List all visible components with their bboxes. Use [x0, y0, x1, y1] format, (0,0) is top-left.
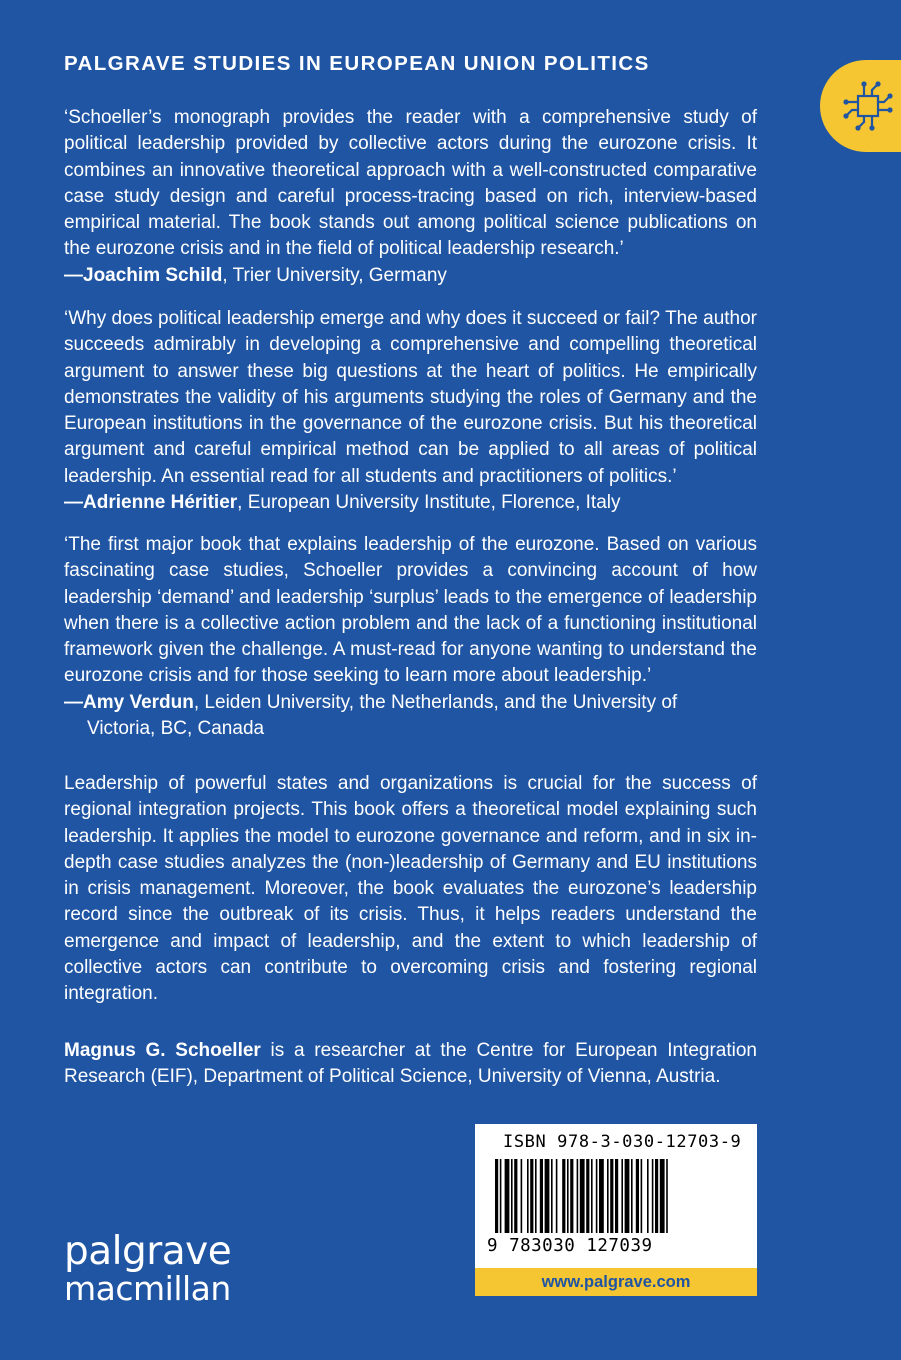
endorser-name: —Amy Verdun	[64, 691, 194, 713]
endorsement-1	[64, 105, 757, 289]
endorser-name: —Joachim Schild	[64, 264, 223, 286]
endorsement-text: ‘Why does political leadership emerge and why does it succeed or fail? The author succeeds admirably in developing a comprehensive and compelling theoretical argument to answer these big questions at the heart of politics. He empirically demonstrates the validity of his arguments studying the roles of Germany and the European institutions in the governance of the eurozone crisis. But his theoretical argument and careful empirical method can be applied to all areas of political leadership. An essential read for all students and practitioners of politics.’	[64, 308, 757, 487]
barcode-icon	[495, 1159, 737, 1239]
author-bio	[64, 1038, 757, 1091]
endorser-name: —Adrienne Héritier	[64, 492, 238, 514]
author-bio-body: is a researcher at the Centre for European Integration Research (EIF), Department of Political Science, University of Vienna, Austria.	[64, 1040, 757, 1088]
endorsement-3	[64, 532, 757, 742]
endorsement-attribution	[64, 490, 757, 516]
author-name: Magnus G. Schoeller	[64, 1040, 261, 1061]
endorsement-text: ‘Schoeller’s monograph provides the reader with a comprehensive study of political leadership provided by collective actors during the eurozone crisis. It combines an innovative theoretical approach with a well-constructed comparative case study design and careful process-tracing based on rich, interview-based empirical material. The book stands out among political science publications on the eurozone crisis and in the field of political leadership research.’	[64, 107, 757, 260]
endorsement-text: ‘The first major book that explains leadership of the eurozone. Based on various fascinating case studies, Schoeller provides a convincing account of how leadership ‘demand’ and leadership ‘surplus’ leads to the emergence of leadership when there is a collective action problem and the lack of a functioning institutional framework given the challenge. A must-read for anyone wanting to understand the eurozone crisis and for those seeking to learn more about leadership.’	[64, 534, 757, 687]
endorsement-attribution	[64, 263, 757, 289]
author-bio-text	[64, 1038, 757, 1091]
endorser-affiliation: , Leiden University, the Netherlands, and the University of	[193, 691, 678, 713]
series-title: PALGRAVE STUDIES IN EUROPEAN UNION POLITICS	[64, 52, 650, 75]
publisher-logo	[64, 1229, 232, 1308]
publisher-logo-line2: macmillan	[64, 1269, 231, 1308]
endorser-affiliation: , European University Institute, Florence, Italy	[237, 492, 621, 514]
description-text: Leadership of powerful states and organizations is crucial for the success of regional integration projects. This book offers a theoretical model explaining such leadership. It applies the model to eurozone governance and reform, and in six in-depth case studies analyzes the (non-)leadership of Germany and EU institutions in crisis management. Moreover, the book evaluates the eurozone’s leadership record since the outbreak of its crisis. Thus, it helps readers understand the emergence and impact of leadership, and the extent to which leadership of collective actors can contribute to overcoming crisis and fostering regional integration.	[64, 773, 757, 1005]
barcode-digits: 9 783030 127039	[487, 1236, 653, 1256]
series-badge	[820, 60, 901, 152]
publisher-logo-line1: palgrave	[64, 1229, 232, 1274]
endorser-affiliation: , Trier University, Germany	[222, 264, 447, 286]
endorsement-2	[64, 306, 757, 516]
isbn-label: ISBN 978-3-030-12703-9	[503, 1132, 742, 1152]
endorsement-attribution	[64, 690, 757, 716]
endorser-affiliation-continued: Victoria, BC, Canada	[87, 718, 265, 740]
barcode-panel	[475, 1124, 757, 1296]
publisher-url[interactable]: www.palgrave.com	[475, 1268, 757, 1296]
circuit-square-icon	[838, 76, 898, 136]
book-description	[64, 771, 757, 1008]
